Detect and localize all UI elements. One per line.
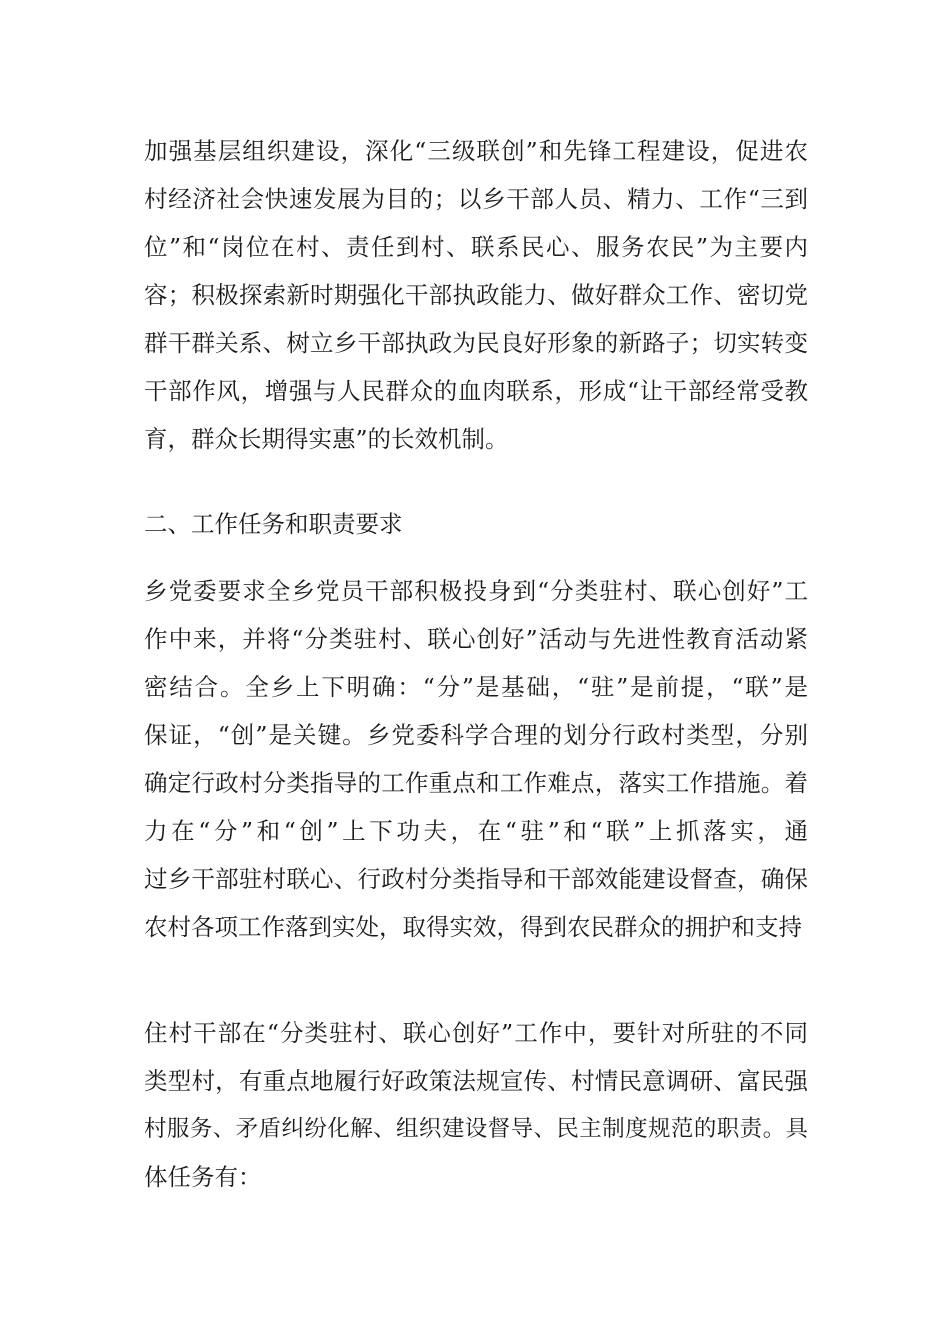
text-line: 群干群关系、树立乡干部执政为民良好形象的新路子；切实转变	[144, 329, 808, 357]
text-line: 位”和“岗位在村、责任到村、联系民心、服务农民”为主要内	[144, 233, 808, 261]
section-heading	[144, 500, 808, 548]
text-line: 村服务、矛盾纠纷化解、组织建设督导、民主制度规范的职责。具	[144, 1116, 808, 1142]
text-line: 住村干部在“分类驻村、联心创好”工作中，要针对所驻的不同	[144, 1019, 808, 1047]
text-line: 密结合。全乡上下明确：“分”是基础，“驻”是前提，“联”是	[144, 673, 808, 701]
text-line: 加强基层组织建设，深化“三级联创”和先锋工程建设，促进农	[144, 137, 808, 165]
heading-text: 二、工作任务和职责要求	[144, 510, 403, 538]
text-line: 乡党委要求全乡党员干部积极投身到“分类驻村、联心创好”工	[144, 577, 808, 605]
text-line: 干部作风，增强与人民群众的血肉联系，形成“让干部经常受教	[144, 377, 808, 405]
text-line: 作中来，并将“分类驻村、联心创好”活动与先进性教育活动紧	[144, 625, 808, 653]
paragraph-purpose	[144, 127, 808, 463]
text-line: 保证，“创”是关键。乡党委科学合理的划分行政村类型，分别	[144, 721, 808, 749]
text-line: 容；积极探索新时期强化干部执政能力、做好群众工作、密切党	[144, 281, 808, 309]
paragraph-duties	[144, 1009, 808, 1201]
text-line: 农村各项工作落到实处，取得实效，得到农民群众的拥护和支持	[144, 913, 802, 941]
text-line: 体任务有：	[144, 1163, 262, 1191]
text-line: 确定行政村分类指导的工作重点和工作难点，落实工作措施。着	[144, 769, 808, 797]
text-line: 类型村，有重点地履行好政策法规宣传、村情民意调研、富民强	[144, 1067, 808, 1095]
text-line: 过乡干部驻村联心、行政村分类指导和干部效能建设督查，确保	[144, 865, 808, 893]
text-line: 育，群众长期得实惠”的长效机制。	[144, 425, 509, 453]
paragraph-requirements	[144, 567, 808, 951]
text-line: 力在“分”和“创”上下功夫，在“驻”和“联”上抓落实，通	[144, 817, 808, 845]
text-line: 村经济社会快速发展为目的；以乡干部人员、精力、工作“三到	[144, 185, 808, 213]
